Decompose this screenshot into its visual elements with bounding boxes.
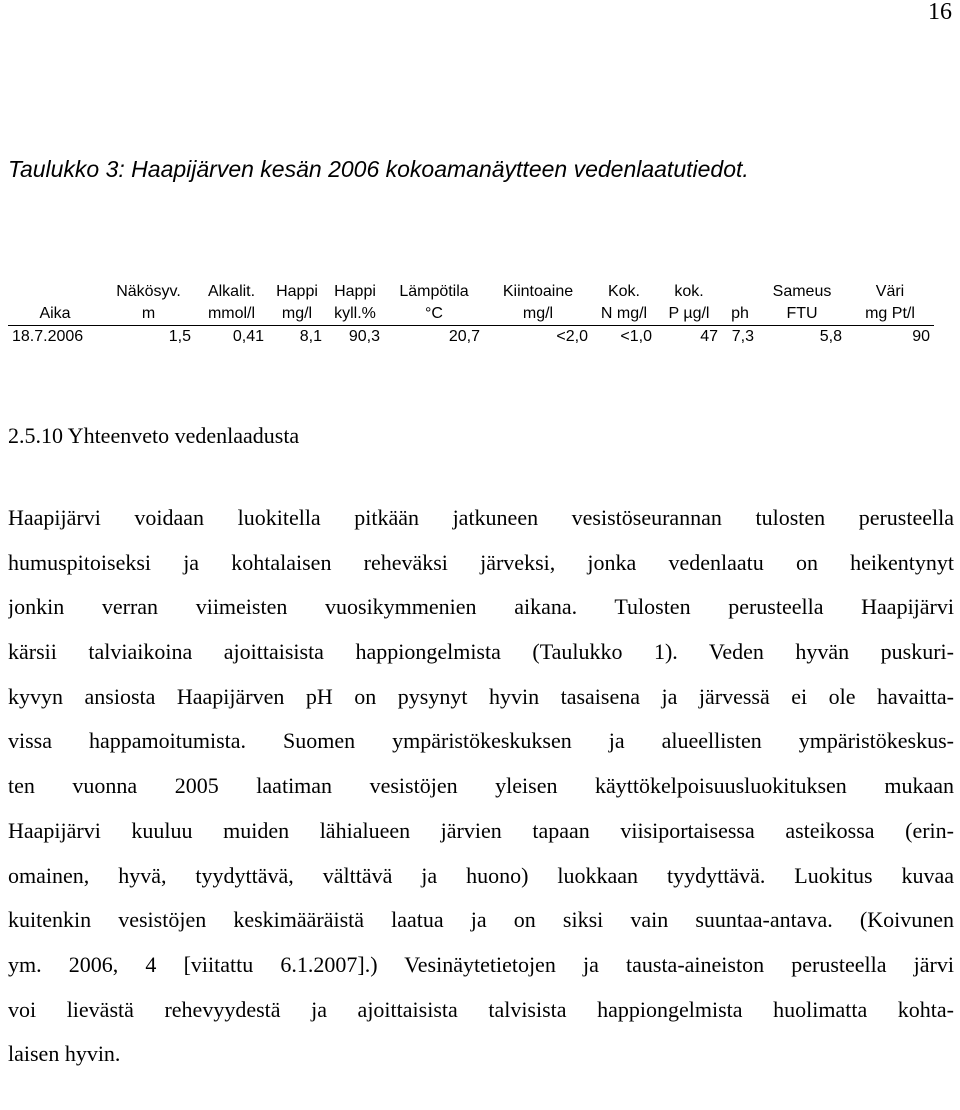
header-line: kok. — [674, 283, 704, 300]
column-header-sameus — [758, 281, 846, 326]
kokonaisfosfori-header-text — [669, 281, 710, 325]
header-line: mg/l — [522, 305, 554, 322]
section-heading: 2.5.10 Yhteenveto vedenlaadusta — [8, 423, 300, 448]
table-cell-happi: 8,1 — [299, 328, 322, 345]
table-cell-vari: 90 — [912, 328, 930, 345]
table-caption: Taulukko 3: Haapijärven kesän 2006 kokoamanäytteen vedenlaatutiedot. — [8, 156, 749, 182]
column-header-alkaliniteetti — [195, 281, 268, 326]
column-header-ph — [722, 281, 758, 326]
paragraph-line: kärsii talviaikoina ajoittaisista happiongelmista (Taulukko 1). Veden hyvän puskuri- — [8, 639, 954, 665]
vari-header-text — [865, 281, 915, 325]
column-header-kokonaistyppi — [592, 281, 656, 326]
paragraph-line: humuspitoiseksi ja kohtalaisen reheväksi järveksi, jonka vedenlaatu on heikentynyt — [8, 549, 954, 575]
table-cell-ph: 7,3 — [731, 328, 754, 345]
header-line: m — [141, 305, 156, 322]
kokonaistyppi-header-text — [601, 281, 647, 325]
header-line: mmol/l — [207, 305, 256, 322]
lampotila-header-text — [399, 281, 468, 325]
header-line: mg/l — [281, 305, 313, 322]
column-header-happi-kyllastys — [326, 281, 384, 326]
header-line: Alkalit. — [207, 283, 256, 300]
header-line: °C — [425, 305, 443, 322]
happi-kyllastys-header-text — [334, 281, 376, 325]
paragraph-line: omainen, hyvä, tyydyttävä, välttävä ja huono) luokkaan tyydyttävä. Luokitus kuvaa — [8, 862, 954, 888]
paragraph-line: kyvyn ansiosta Haapijärven pH on pysynyt hyvin tasaisena ja järvessä ei ole havaitta- — [8, 683, 954, 709]
paragraph-line: Haapijärvi voidaan luokitella pitkään jatkuneen vesistöseurannan tulosten perusteella — [8, 505, 954, 530]
sameus-header-text — [773, 281, 832, 325]
table-header-row — [8, 281, 934, 326]
table-cell-kokonaisfosfori: 47 — [700, 328, 718, 345]
table-cell-lampotila: 20,7 — [448, 328, 480, 345]
column-header-happi — [268, 281, 326, 326]
header-line: Näkösyv. — [116, 283, 181, 300]
header-line: Kiintoaine — [502, 283, 574, 300]
alkaliniteetti-header-text — [208, 281, 255, 325]
header-line: Happi — [276, 283, 318, 300]
table-row — [8, 326, 934, 349]
table-cell-nakosyvyys: 1,5 — [168, 328, 191, 345]
column-header-vari — [846, 281, 934, 326]
paragraph-line: ten vuonna 2005 laatiman vesistöjen yleisen käyttökelpoisuusluokituksen mukaan — [8, 773, 954, 799]
kiintoaine-header-text — [503, 281, 573, 325]
header-line: mg Pt/l — [865, 305, 915, 322]
paragraph-line: jonkin verran viimeisten vuosikymmenien aikana. Tulosten perusteella Haapijärvi — [8, 594, 954, 620]
water-quality-table — [8, 281, 934, 348]
table-cell-sameus: 5,8 — [819, 328, 842, 345]
table-cell-kokonaistyppi: <1,0 — [620, 328, 652, 345]
summary-paragraph — [8, 504, 954, 1085]
header-line: Lämpötila — [399, 283, 469, 300]
header-line: Väri — [875, 283, 905, 300]
paragraph-line: kuitenkin vesistöjen keskimääräistä laatua ja on siksi vain suuntaa-antava. (Koivunen — [8, 907, 954, 933]
ph-header-text: ph — [731, 305, 749, 322]
table-cell-kiintoaine: <2,0 — [556, 328, 588, 345]
column-header-kiintoaine — [484, 281, 592, 326]
header-line: FTU — [786, 305, 818, 322]
header-line: P µg/l — [668, 305, 710, 322]
header-line: Happi — [334, 283, 376, 300]
paragraph-line: Haapijärvi kuuluu muiden lähialueen järvien tapaan viisiportaisessa asteikossa (erin- — [8, 817, 954, 843]
paragraph-line-last: laisen hyvin. — [8, 1041, 121, 1067]
paragraph-line: vissa happamoitumista. Suomen ympäristökeskuksen ja alueellisten ympäristökeskus- — [8, 728, 954, 754]
table-cell-happi-kyllastys: 90,3 — [348, 328, 380, 345]
header-line: Sameus — [772, 283, 832, 300]
column-header-lampotila — [384, 281, 484, 326]
paragraph-line: voi lievästä rehevyydestä ja ajoittaisista talvisista happiongelmista huolimatta kohta- — [8, 996, 954, 1022]
header-line: Kok. — [607, 283, 640, 300]
column-header-aika: Aika — [39, 305, 71, 322]
table-cell-alkaliniteetti: 0,41 — [232, 328, 264, 345]
header-line: kyll.% — [334, 305, 376, 322]
paragraph-line: ym. 2006, 4 [viitattu 6.1.2007].) Vesinäytetietojen ja tausta-aineiston perusteella järvi — [8, 951, 954, 977]
happi-header-text — [276, 281, 318, 325]
header-line: N mg/l — [600, 305, 648, 322]
nakosyvyys-header-text — [116, 281, 181, 325]
table-cell-aika: 18.7.2006 — [12, 328, 84, 345]
column-header-kokonaisfosfori — [656, 281, 722, 326]
page-number: 16 — [928, 0, 952, 25]
column-header-nakosyvyys — [102, 281, 195, 326]
